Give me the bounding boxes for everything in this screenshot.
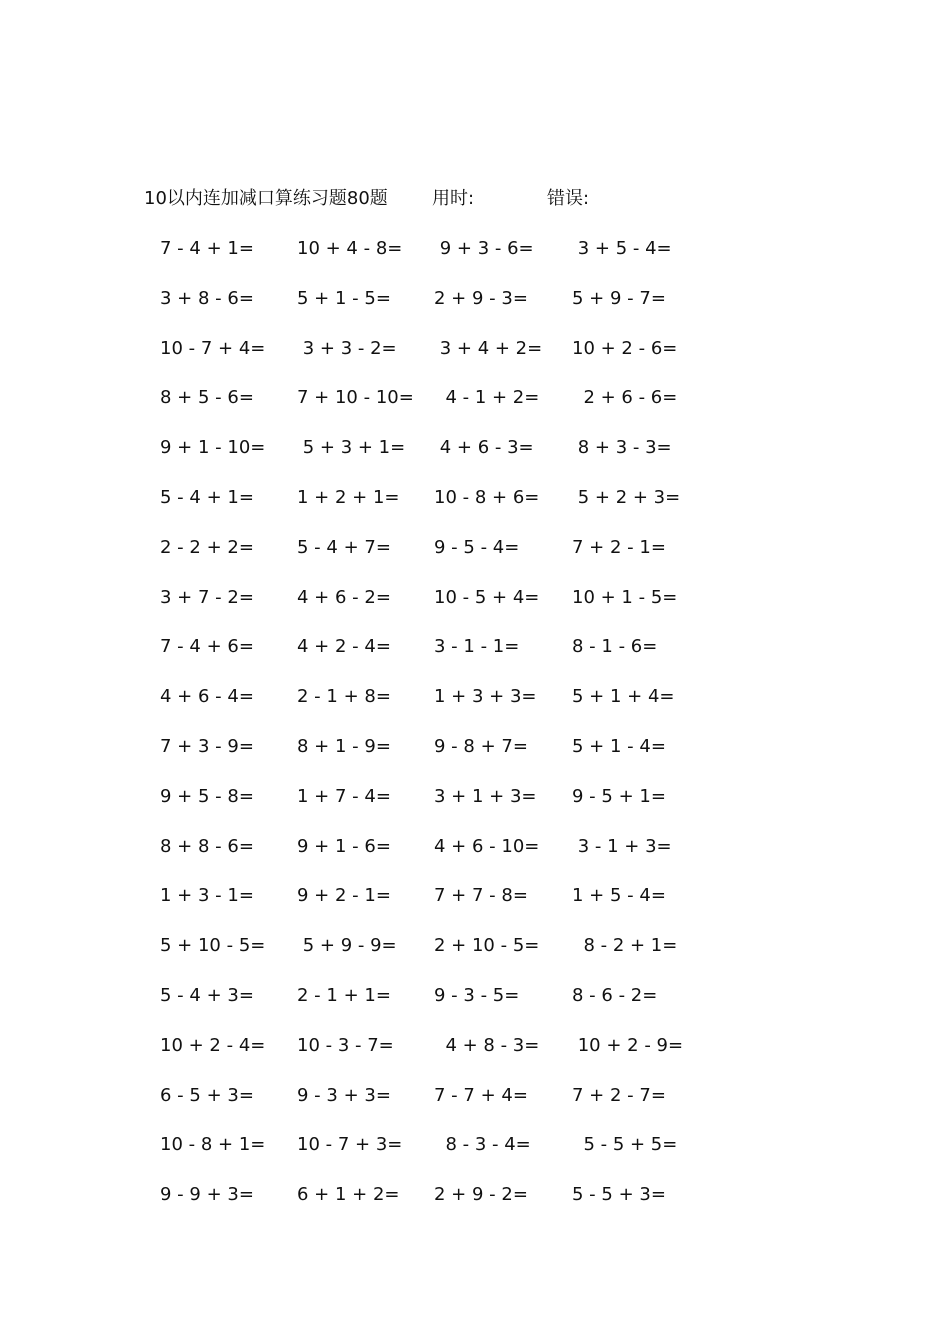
problem-row <box>0 1181 950 1231</box>
problem-item: 10 - 8 + 6= <box>434 486 540 508</box>
problem-item: 9 + 1 - 10= <box>160 437 266 459</box>
problem-row <box>0 982 950 1032</box>
problem-row <box>0 733 950 783</box>
problem-item: 10 - 8 + 1= <box>160 1134 266 1156</box>
problem-item: 9 - 5 - 4= <box>434 536 520 558</box>
problem-item: 10 - 5 + 4= <box>434 586 540 608</box>
problem-item: 4 - 1 + 2= <box>434 387 540 409</box>
problem-item: 7 + 7 - 8= <box>434 885 528 907</box>
problem-item: 5 - 5 + 3= <box>572 1184 666 1206</box>
problem-item: 7 + 2 - 7= <box>572 1084 666 1106</box>
problem-item: 3 - 1 + 3= <box>572 835 672 857</box>
problem-item: 2 + 10 - 5= <box>434 935 540 957</box>
problem-row <box>0 683 950 733</box>
problem-row <box>0 932 950 982</box>
problem-item: 3 - 1 - 1= <box>434 636 520 658</box>
problem-item: 5 + 10 - 5= <box>160 935 266 957</box>
problem-row <box>0 235 950 285</box>
problem-item: 10 - 7 + 4= <box>160 337 266 359</box>
problem-item: 8 + 3 - 3= <box>572 437 672 459</box>
worksheet-title: 10以内连加减口算练习题80题 <box>144 188 388 209</box>
problem-item: 7 + 2 - 1= <box>572 536 666 558</box>
problem-row <box>0 1131 950 1181</box>
problem-item: 2 + 6 - 6= <box>572 387 678 409</box>
problem-row <box>0 285 950 335</box>
problem-item: 10 + 4 - 8= <box>297 238 403 259</box>
problem-row <box>0 484 950 534</box>
problem-item: 5 + 9 - 7= <box>572 287 666 309</box>
problem-row <box>0 335 950 385</box>
problem-item: 7 + 10 - 10= <box>297 387 414 409</box>
problem-item: 6 + 1 + 2= <box>297 1184 400 1206</box>
problem-row <box>0 534 950 584</box>
problem-row <box>0 833 950 883</box>
problem-item: 8 - 3 - 4= <box>434 1134 531 1156</box>
problem-row <box>0 882 950 932</box>
problem-item: 7 - 4 + 6= <box>160 636 254 658</box>
problem-item: 2 + 9 - 3= <box>434 287 528 309</box>
problem-item: 3 + 7 - 2= <box>160 586 254 608</box>
problem-item: 8 - 1 - 6= <box>572 636 658 658</box>
problem-item: 9 + 2 - 1= <box>297 885 391 907</box>
problem-row <box>0 434 950 484</box>
errors-label: 错误: <box>547 188 590 209</box>
problem-item: 3 + 3 - 2= <box>297 337 397 359</box>
problem-item: 8 - 6 - 2= <box>572 984 658 1006</box>
problem-item: 5 - 5 + 5= <box>572 1134 678 1156</box>
problem-item: 4 + 6 - 3= <box>434 437 534 459</box>
problem-item: 2 - 2 + 2= <box>160 536 254 558</box>
problem-item: 8 - 2 + 1= <box>572 935 678 957</box>
problem-item: 5 + 9 - 9= <box>297 935 397 957</box>
time-label: 用时: <box>432 188 475 209</box>
problem-item: 5 - 4 + 7= <box>297 536 391 558</box>
problem-item: 5 + 2 + 3= <box>572 486 681 508</box>
problem-item: 1 + 2 + 1= <box>297 486 400 508</box>
problem-item: 9 - 5 + 1= <box>572 785 666 807</box>
problem-item: 9 - 3 + 3= <box>297 1084 391 1106</box>
problem-item: 10 + 1 - 5= <box>572 586 678 608</box>
problem-row <box>0 633 950 683</box>
problem-item: 10 + 2 - 4= <box>160 1034 266 1056</box>
problem-item: 1 + 3 - 1= <box>160 885 254 907</box>
problem-item: 9 - 9 + 3= <box>160 1184 254 1206</box>
problem-item: 3 + 8 - 6= <box>160 287 254 309</box>
problem-row <box>0 783 950 833</box>
problem-item: 1 + 3 + 3= <box>434 686 537 708</box>
problem-row <box>0 1082 950 1132</box>
problem-item: 8 + 1 - 9= <box>297 735 391 757</box>
problem-item: 2 - 1 + 8= <box>297 686 391 708</box>
problem-item: 9 + 3 - 6= <box>434 238 534 259</box>
problem-item: 4 + 6 - 2= <box>297 586 391 608</box>
problem-item: 3 + 4 + 2= <box>434 337 543 359</box>
problem-item: 5 + 1 - 4= <box>572 735 666 757</box>
problem-item: 3 + 1 + 3= <box>434 785 537 807</box>
problem-item: 2 - 1 + 1= <box>297 984 391 1006</box>
problem-item: 3 + 5 - 4= <box>572 238 672 259</box>
problem-item: 7 + 3 - 9= <box>160 735 254 757</box>
problem-item: 10 + 2 - 9= <box>572 1034 684 1056</box>
problem-item: 9 - 8 + 7= <box>434 735 528 757</box>
problem-item: 4 + 6 - 10= <box>434 835 540 857</box>
problem-item: 9 + 5 - 8= <box>160 785 254 807</box>
problem-row <box>0 1032 950 1082</box>
problem-item: 10 + 2 - 6= <box>572 337 678 359</box>
problem-item: 8 + 5 - 6= <box>160 387 254 409</box>
problem-item: 6 - 5 + 3= <box>160 1084 254 1106</box>
problem-item: 5 + 1 - 5= <box>297 287 391 309</box>
problem-item: 1 + 5 - 4= <box>572 885 666 907</box>
problem-item: 2 + 9 - 2= <box>434 1184 528 1206</box>
problem-item: 1 + 7 - 4= <box>297 785 391 807</box>
problem-item: 5 - 4 + 1= <box>160 486 254 508</box>
problem-item: 5 + 1 + 4= <box>572 686 675 708</box>
problem-item: 5 + 3 + 1= <box>297 437 406 459</box>
problem-item: 10 - 3 - 7= <box>297 1034 394 1056</box>
problem-row <box>0 384 950 434</box>
problem-item: 7 - 4 + 1= <box>160 238 254 259</box>
problem-row <box>0 584 950 634</box>
problem-item: 10 - 7 + 3= <box>297 1134 403 1156</box>
problem-item: 9 + 1 - 6= <box>297 835 391 857</box>
problem-item: 5 - 4 + 3= <box>160 984 254 1006</box>
problem-item: 9 - 3 - 5= <box>434 984 520 1006</box>
problem-grid <box>0 235 950 1231</box>
problem-item: 4 + 2 - 4= <box>297 636 391 658</box>
problem-item: 4 + 6 - 4= <box>160 686 254 708</box>
problem-item: 8 + 8 - 6= <box>160 835 254 857</box>
problem-item: 4 + 8 - 3= <box>434 1034 540 1056</box>
problem-item: 7 - 7 + 4= <box>434 1084 528 1106</box>
